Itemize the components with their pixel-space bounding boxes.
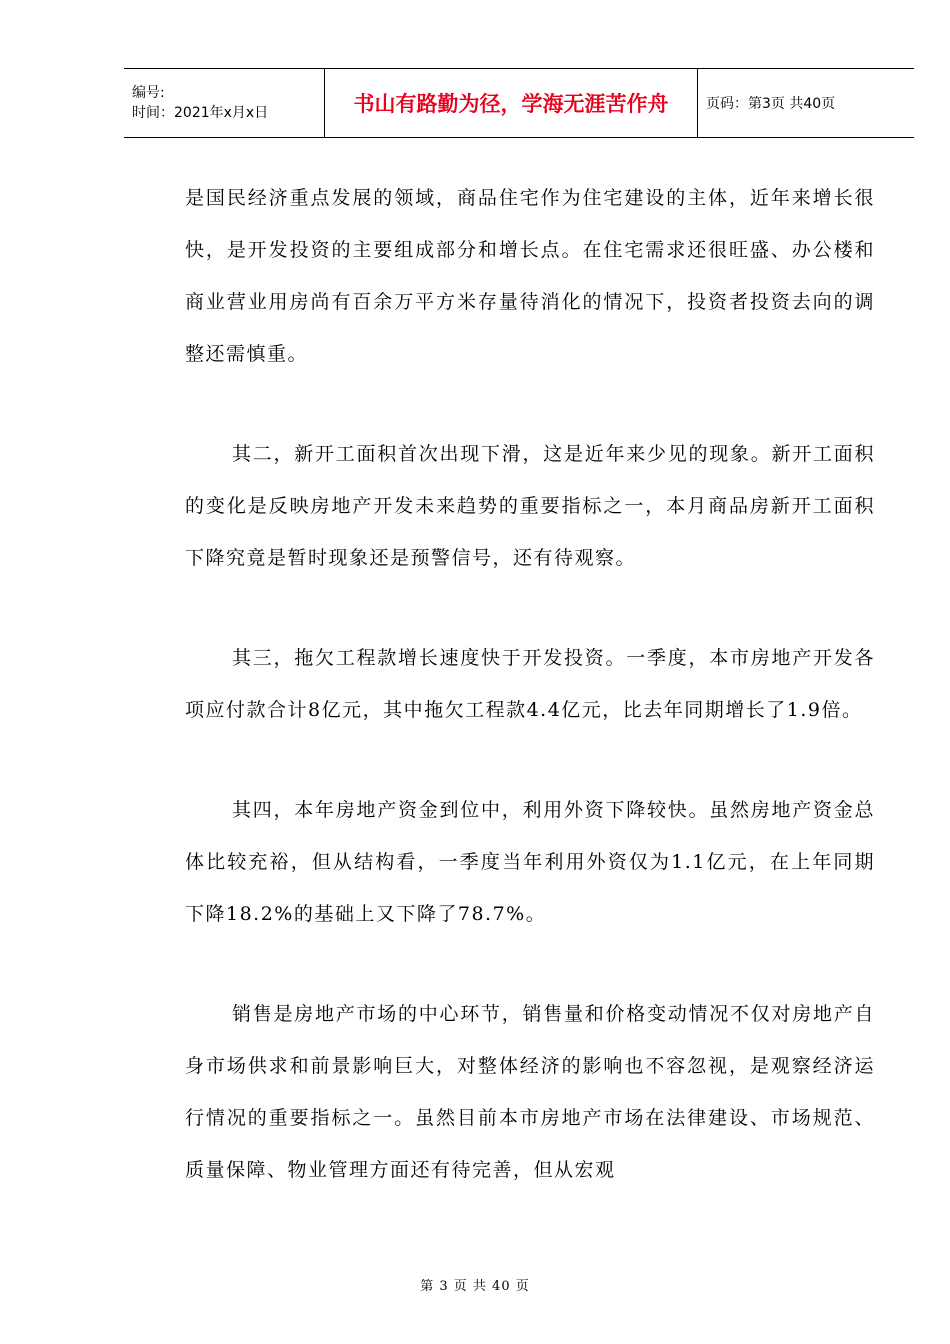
body-paragraph: 其四，本年房地产资金到位中，利用外资下降较快。虽然房地产资金总体比较充裕，但从结构看，一季度当年利用外资仅为1.1亿元，在上年同期下降18.2%的基础上又下降了78.7%。 [185, 799, 875, 925]
header-page-info: 页码：第3页 共40页 [706, 96, 836, 112]
body-paragraph: 是国民经济重点发展的领域，商品住宅作为住宅建设的主体，近年来增长很快，是开发投资的主要组成部分和增长点。在住宅需求还很旺盛、办公楼和商业营业用房尚有百余万平方米存量待消化的情况下，投资者投资去向的调整还需慎重。 [185, 187, 875, 365]
document-body [185, 172, 875, 1244]
body-paragraph: 其三，拖欠工程款增长速度快于开发投资。一季度，本市房地产开发各项应付款合计8亿元，其中拖欠工程款4.4亿元，比去年同期增长了1.9倍。 [185, 647, 875, 721]
header-motto-cell [325, 69, 698, 137]
header-meta-cell [124, 69, 325, 137]
header-motto: 书山有路勤为径，学海无涯苦作舟 [353, 92, 669, 116]
body-paragraph: 其二，新开工面积首次出现下滑，这是近年来少见的现象。新开工面积的变化是反映房地产开发未来趋势的重要指标之一，本月商品房新开工面积下降究竟是暂时现象还是预警信号，还有待观察。 [185, 443, 875, 569]
body-paragraph: 销售是房地产市场的中心环节，销售量和价格变动情况不仅对房地产自身市场供求和前景影响巨大，对整体经济的影响也不容忽视，是观察经济运行情况的重要指标之一。虽然目前本市房地产市场在法律建设、市场规范、质量保障、物业管理方面还有待完善，但从宏观 [185, 1003, 875, 1181]
page-header [124, 68, 914, 138]
page-footer: 第 3 页 共 40 页 [420, 1279, 530, 1294]
document-number-label: 编号: [132, 85, 165, 101]
header-page-cell [698, 69, 914, 137]
document-time-label: 时间：2021年x月x日 [132, 105, 269, 121]
